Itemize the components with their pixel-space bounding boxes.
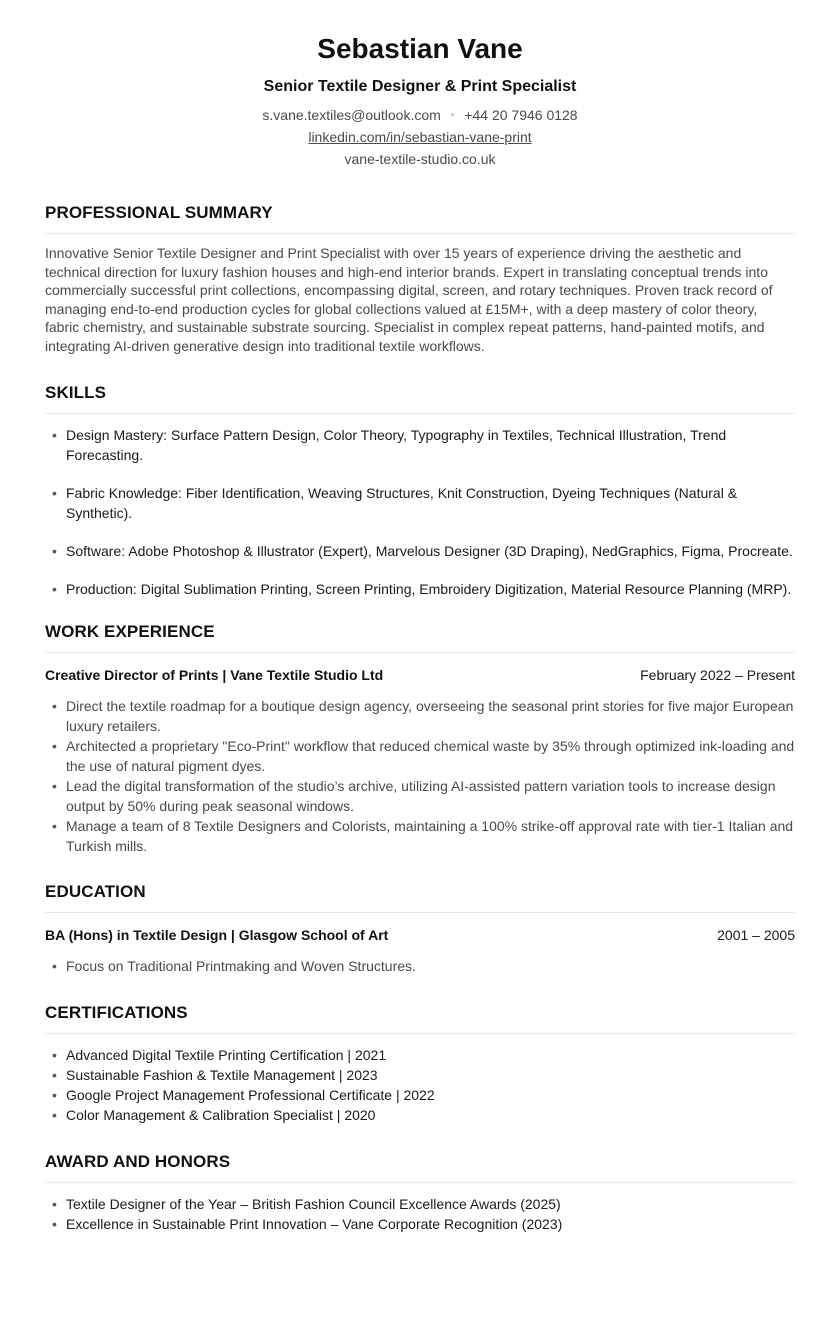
website-row (45, 150, 795, 168)
award-text: Excellence in Sustainable Print Innovation – Vane Corporate Recognition (2023) (66, 1215, 563, 1232)
award-text: Textile Designer of the Year – British Fashion Council Excellence Awards (2025) (66, 1195, 561, 1212)
awards-list (45, 1194, 795, 1234)
bullet-icon: • (52, 542, 57, 559)
job-dates: February 2022 – Present (640, 666, 795, 683)
certification-text: Advanced Digital Textile Printing Certification | 2021 (66, 1046, 387, 1063)
education-bullet-text: Focus on Traditional Printmaking and Woven Structures. (66, 957, 416, 974)
bullet-icon: • (52, 737, 57, 754)
job-bullet-text: Architected a proprietary "Eco-Print" workflow that reduced chemical waste by 35% through optimized ink-loading and the use of natural pigment dyes. (66, 737, 795, 774)
bullet-icon: • (52, 1195, 57, 1212)
skill-text: Design Mastery: Surface Pattern Design, Color Theory, Typography in Textiles, Technical Illustration, Trend Forecasting. (66, 426, 727, 463)
linkedin-link[interactable]: linkedin.com/in/sebastian-vane-print (308, 129, 532, 145)
job-bullet-text: Lead the digital transformation of the studio’s archive, utilizing AI-assisted pattern variation tools to increase design output by 50% during peak seasonal windows. (66, 777, 776, 814)
skill-text: Software: Adobe Photoshop & Illustrator (Expert), Marvelous Designer (3D Draping), NedGraphics, Figma, Procreate. (66, 542, 793, 559)
separator-dot: • (450, 110, 455, 121)
certifications-section (45, 1002, 795, 1125)
contact-phone[interactable]: +44 20 7946 0128 (464, 107, 578, 123)
awards-section (45, 1151, 795, 1234)
award-item (45, 1214, 795, 1234)
degree-header (45, 925, 795, 945)
awards-heading: AWARD AND HONORS (45, 1151, 795, 1183)
certification-text: Color Management & Calibration Specialist | 2020 (66, 1106, 376, 1123)
bullet-icon: • (52, 580, 57, 597)
education-heading: EDUCATION (45, 881, 795, 913)
degree-title: BA (Hons) in Textile Design | Glasgow School of Art (45, 926, 389, 943)
skills-section (45, 382, 795, 599)
job-bullet-text: Manage a team of 8 Textile Designers and Colorists, maintaining a 100% strike-off approval rate with tier-1 Italian and Turkish mills. (66, 817, 794, 854)
education-bullets (45, 956, 795, 976)
candidate-headline: Senior Textile Designer & Print Specialist (263, 78, 577, 95)
work-section (45, 621, 795, 856)
certification-text: Google Project Management Professional Certificate | 2022 (66, 1086, 435, 1103)
certification-item (45, 1085, 795, 1105)
certification-item (45, 1045, 795, 1065)
bullet-icon: • (52, 817, 57, 834)
contact-email[interactable]: s.vane.textiles@outlook.com (262, 107, 441, 123)
certification-item (45, 1065, 795, 1085)
education-bullet (45, 956, 795, 976)
education-section (45, 881, 795, 976)
degree-dates: 2001 – 2005 (717, 926, 795, 943)
certifications-heading: CERTIFICATIONS (45, 1002, 795, 1034)
bullet-icon: • (52, 1086, 57, 1103)
job-bullet (45, 776, 795, 816)
skills-heading: SKILLS (45, 382, 795, 414)
summary-text: Innovative Senior Textile Designer and Print Specialist with over 15 years of experience driving the aesthetic and technical direction for luxury fashion houses and high-end interior brands. Expert in translating conceptual trends into commercially successful print collections, encompassing digital, screen, and rotary techniques. Proven track record of managing end-to-end production cycles for global collections valued at £15M+, with a deep mastery of color theory, fabric chemistry, and sustainable substrate sourcing. Specialist in complex repeat patterns, hand-painted motifs, and integrating AI-driven generative design into traditional textile workflows. (45, 245, 773, 354)
contact-row (45, 106, 795, 125)
website-link[interactable]: vane-textile-studio.co.uk (344, 151, 496, 167)
job-bullet-text: Direct the textile roadmap for a boutique design agency, overseeing the seasonal print stories for five major European luxury retailers. (66, 697, 794, 734)
bullet-icon: • (52, 1215, 57, 1232)
bullet-icon: • (52, 1066, 57, 1083)
job-bullets (45, 696, 795, 856)
linkedin-row (45, 128, 795, 146)
summary-section (45, 202, 795, 356)
certification-text: Sustainable Fashion & Textile Management | 2023 (66, 1066, 378, 1083)
certifications-list (45, 1045, 795, 1125)
job-bullet (45, 696, 795, 736)
certification-item (45, 1105, 795, 1125)
job-bullet (45, 736, 795, 776)
bullet-icon: • (52, 777, 57, 794)
bullet-icon: • (52, 484, 57, 501)
candidate-name: Sebastian Vane (317, 33, 523, 64)
award-item (45, 1194, 795, 1214)
bullet-icon: • (52, 1046, 57, 1063)
bullet-icon: • (52, 426, 57, 443)
skill-item (45, 579, 795, 599)
job-title: Creative Director of Prints | Vane Textile Studio Ltd (45, 666, 384, 683)
job-header (45, 665, 795, 685)
bullet-icon: • (52, 957, 57, 974)
skill-item (45, 483, 795, 523)
bullet-icon: • (52, 1106, 57, 1123)
skill-item (45, 541, 795, 561)
skill-text: Fabric Knowledge: Fiber Identification, Weaving Structures, Knit Construction, Dyeing Techniques (Natural & Synthetic). (66, 484, 738, 521)
skill-item (45, 425, 795, 465)
skill-text: Production: Digital Sublimation Printing, Screen Printing, Embroidery Digitization, Material Resource Planning (MRP). (66, 580, 792, 597)
bullet-icon: • (52, 697, 57, 714)
skills-list (45, 425, 795, 599)
job-bullet (45, 816, 795, 856)
summary-heading: PROFESSIONAL SUMMARY (45, 202, 795, 234)
work-heading: WORK EXPERIENCE (45, 621, 795, 653)
